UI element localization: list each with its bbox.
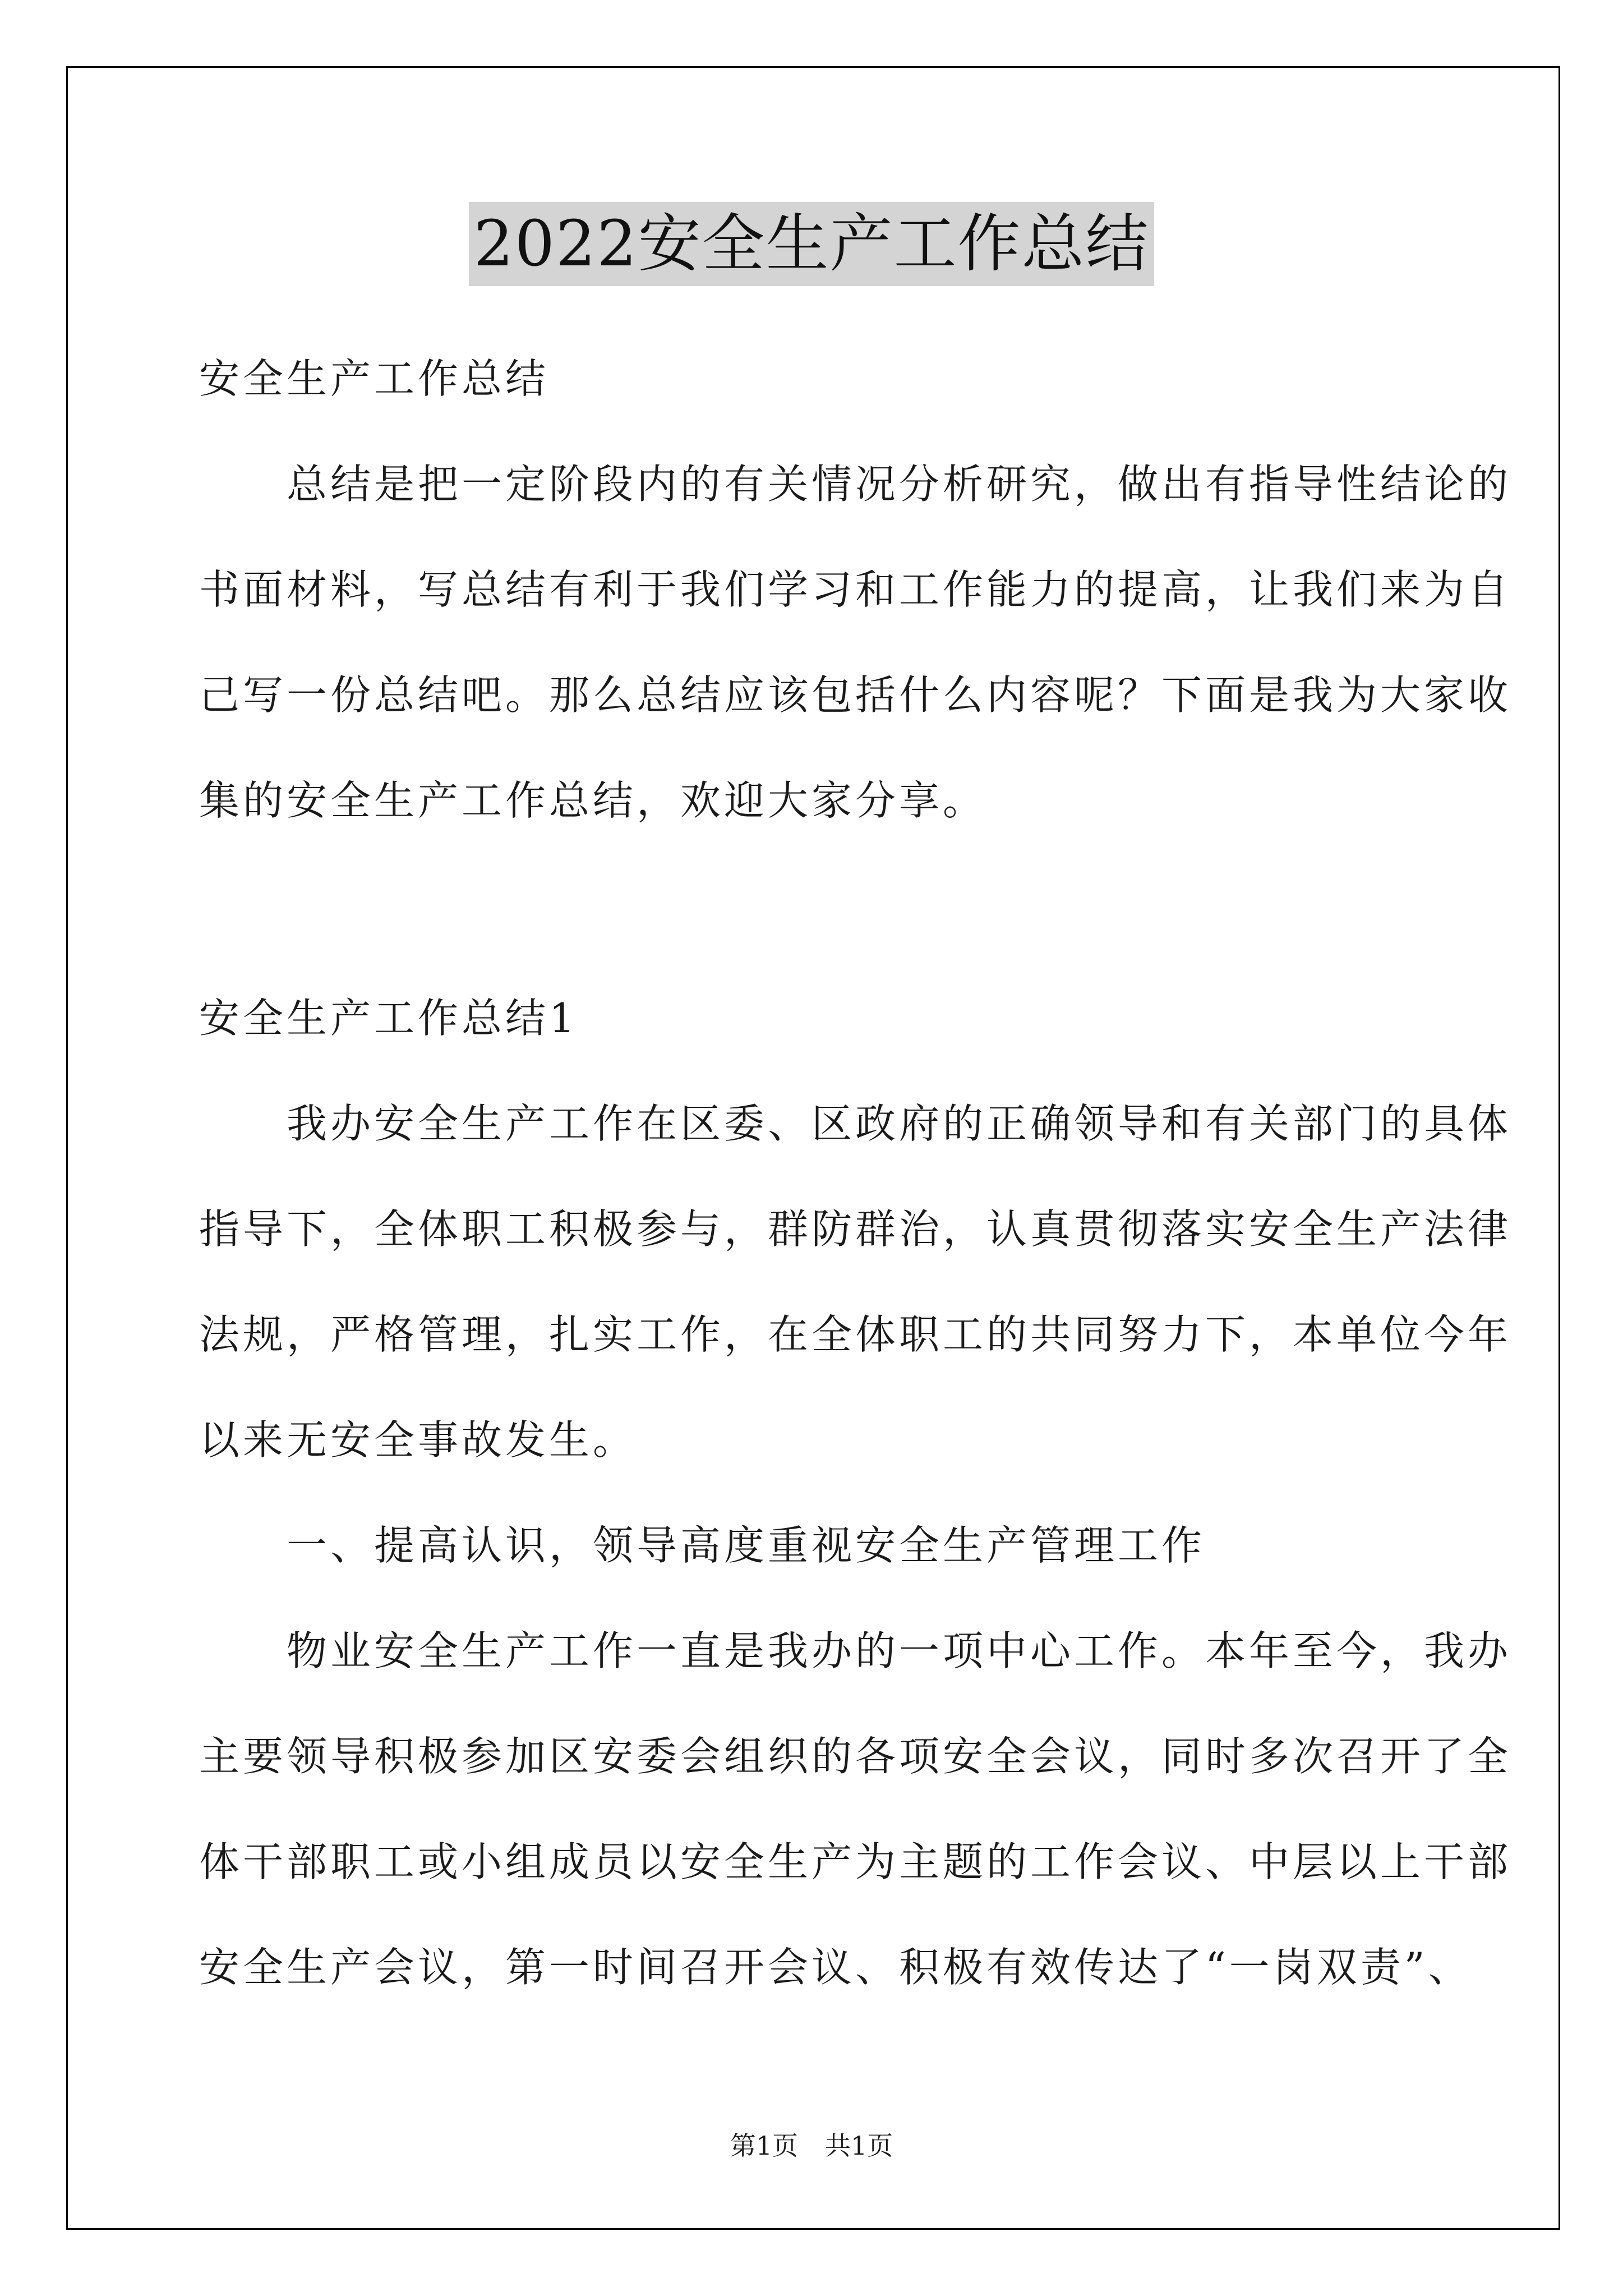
document-body [199, 348, 1512, 2042]
section-heading: 安全生产工作总结 [199, 355, 550, 402]
paragraph-line: 己写一份总结吧。那么总结应该包括什么内容呢？下面是我为大家收 [199, 671, 1512, 719]
paragraph-line: 主要领导积极参加区安委会组织的各项安全会议，同时多次召开了全 [199, 1733, 1512, 1780]
paragraph-line: 法规，严格管理，扎实工作，在全体职工的共同努力下，本单位今年 [199, 1311, 1512, 1358]
page-total: 共1页 [825, 2131, 893, 2161]
title-container [0, 202, 1623, 286]
document-title: 2022安全生产工作总结 [469, 202, 1154, 286]
subsection-heading: 一、提高认识，领导高度重视安全生产管理工作 [199, 1522, 1206, 1569]
blank-line [199, 875, 1430, 987]
page-number: 第1页 [730, 2131, 798, 2161]
paragraph-line: 书面材料，写总结有利于我们学习和工作能力的提高，让我们来为自 [199, 566, 1512, 613]
paragraph-line: 总结是把一定阶段内的有关情况分析研究，做出有指导性结论的 [199, 461, 1512, 508]
paragraph-line: 安全生产会议，第一时间召开会议、积极有效传达了“一岗双责”、 [199, 1944, 1472, 1991]
paragraph-line: 我办安全生产工作在区委、区政府的正确领导和有关部门的具体 [199, 1100, 1512, 1147]
paragraph-line: 集的安全生产工作总结，欢迎大家分享。 [199, 777, 987, 824]
page-footer [0, 2129, 1623, 2162]
paragraph-line: 以来无安全事故发生。 [199, 1416, 637, 1464]
paragraph-line: 指导下，全体职工积极参与，群防群治，认真贯彻落实安全生产法律 [199, 1205, 1512, 1253]
section-heading: 安全生产工作总结1 [199, 995, 578, 1042]
paragraph-line: 体干部职工或小组成员以安全生产为主题的工作会议、中层以上干部 [199, 1838, 1512, 1885]
paragraph-line: 物业安全生产工作一直是我办的一项中心工作。本年至今，我办 [199, 1627, 1512, 1674]
